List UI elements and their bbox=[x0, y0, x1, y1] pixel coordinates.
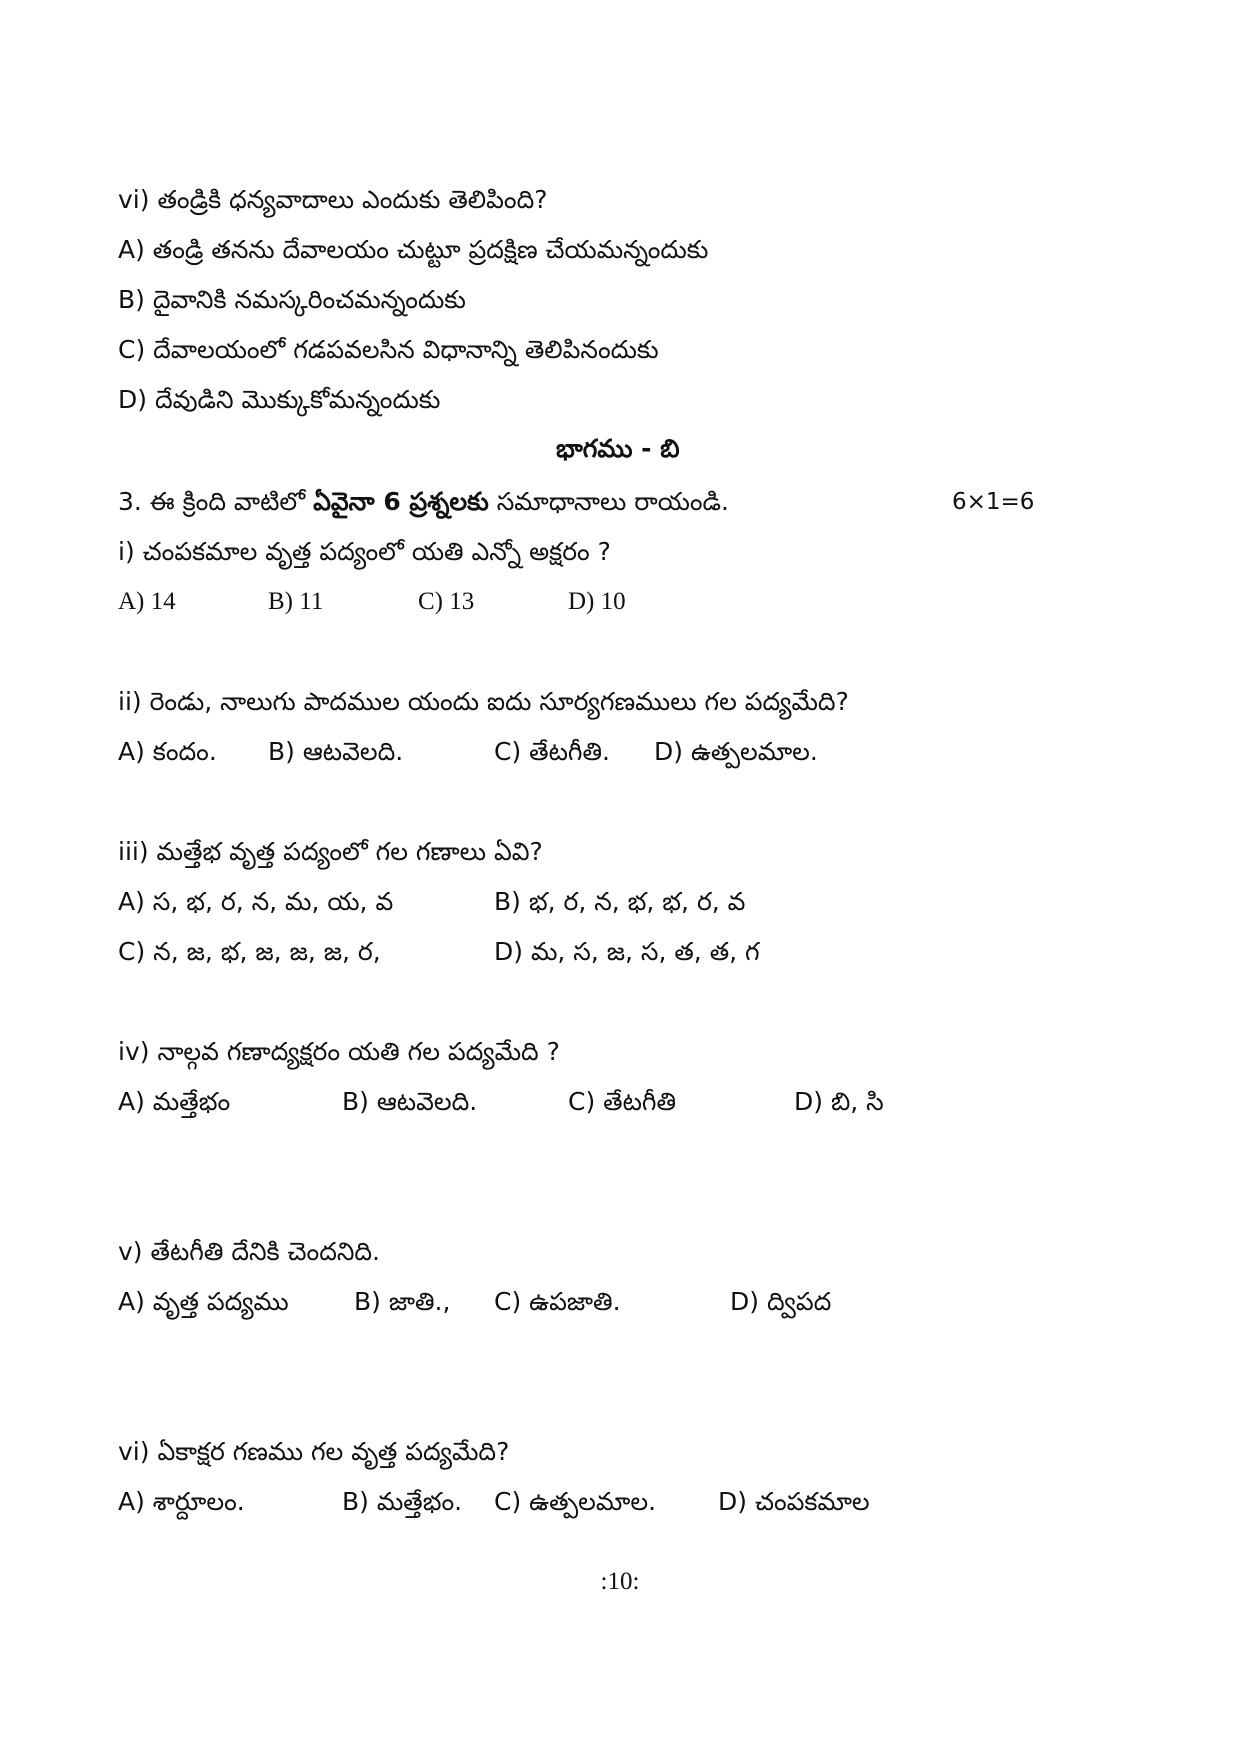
option-b: B) ఆటవెలది. bbox=[342, 1087, 478, 1116]
prev-option-d: D) దేవుడిని మొక్కుకోమన్నందుకు bbox=[118, 385, 441, 414]
option-d: D) ద్విపద bbox=[730, 1287, 832, 1316]
option-b: B) 11 bbox=[268, 588, 324, 615]
instruction-post: సమాధానాలు రాయండి. bbox=[488, 487, 729, 516]
option-a: A) శార్దూలం. bbox=[118, 1487, 245, 1516]
option-d: D) 10 bbox=[568, 588, 626, 615]
option-d: D) మ, స, జ, స, త, త, గ bbox=[494, 937, 760, 966]
option-c: C) తేటగీతి. bbox=[494, 737, 610, 766]
page-number: :10: bbox=[600, 1568, 640, 1595]
question-text: ii) రెండు, నాలుగు పాదముల యందు ఐదు సూర్యగణములు గల పద్యమేది? bbox=[118, 687, 849, 716]
option-c: C) ఉపజాతి. bbox=[494, 1287, 621, 1316]
question-text: v) తేటగీతి దేనికి చెందనిది. bbox=[118, 1237, 380, 1266]
option-c: C) తేటగీతి bbox=[568, 1087, 677, 1116]
option-a: A) మత్తేభం bbox=[118, 1087, 231, 1116]
option-c: C) 13 bbox=[418, 588, 475, 615]
option-b: B) ఆటవెలది. bbox=[268, 737, 404, 766]
option-a: A) కందం. bbox=[118, 737, 217, 766]
option-d: D) బి, సి bbox=[794, 1087, 884, 1116]
question-text: iii) మత్తేభ వృత్త పద్యంలో గల గణాలు ఏవి? bbox=[118, 837, 543, 866]
option-a: A) స, భ, ర, న, మ, య, వ bbox=[118, 887, 394, 916]
question-text: iv) నాల్గవ గణాద్యక్షరం యతి గల పద్యమేది ? bbox=[118, 1037, 560, 1066]
option-b: B) జాతి., bbox=[354, 1287, 451, 1316]
option-c: C) న, జ, భ, జ, జ, జ, ర, bbox=[118, 937, 381, 966]
option-d: D) ఉత్పలమాల. bbox=[654, 737, 818, 766]
instruction-pre: 3. ఈ క్రింది వాటిలో bbox=[118, 487, 314, 516]
prev-option-a: A) తండ్రి తనను దేవాలయం చుట్టూ ప్రదక్షిణ చేయమన్నందుకు bbox=[118, 235, 709, 264]
option-a: A) 14 bbox=[118, 588, 176, 615]
marks-label: 6×1=6 bbox=[952, 489, 1035, 515]
option-b: B) భ, ర, న, భ, భ, ర, వ bbox=[494, 887, 746, 916]
prev-question-text: vi) తండ్రికి ధన్యవాదాలు ఎందుకు తెలిపింది? bbox=[118, 185, 548, 214]
section-heading: భాగము - బి bbox=[556, 434, 680, 463]
option-d: D) చంపకమాల bbox=[718, 1487, 870, 1516]
option-c: C) ఉత్పలమాల. bbox=[494, 1487, 657, 1516]
section-instruction bbox=[118, 486, 729, 518]
prev-option-c: C) దేవాలయంలో గడపవలసిన విధానాన్ని తెలిపినందుకు bbox=[118, 335, 659, 364]
option-a: A) వృత్త పద్యము bbox=[118, 1287, 289, 1316]
option-b: B) మత్తేభం. bbox=[342, 1487, 463, 1516]
question-text: vi) ఏకాక్షర గణము గల వృత్త పద్యమేది? bbox=[118, 1437, 510, 1466]
prev-option-b: B) దైవానికి నమస్కరించమన్నందుకు bbox=[118, 285, 466, 314]
question-text: i) చంపకమాల వృత్త పద్యంలో యతి ఎన్నో అక్షరం ? bbox=[118, 537, 611, 566]
instruction-bold: ఏవైనా 6 ప్రశ్నలకు bbox=[313, 487, 489, 516]
